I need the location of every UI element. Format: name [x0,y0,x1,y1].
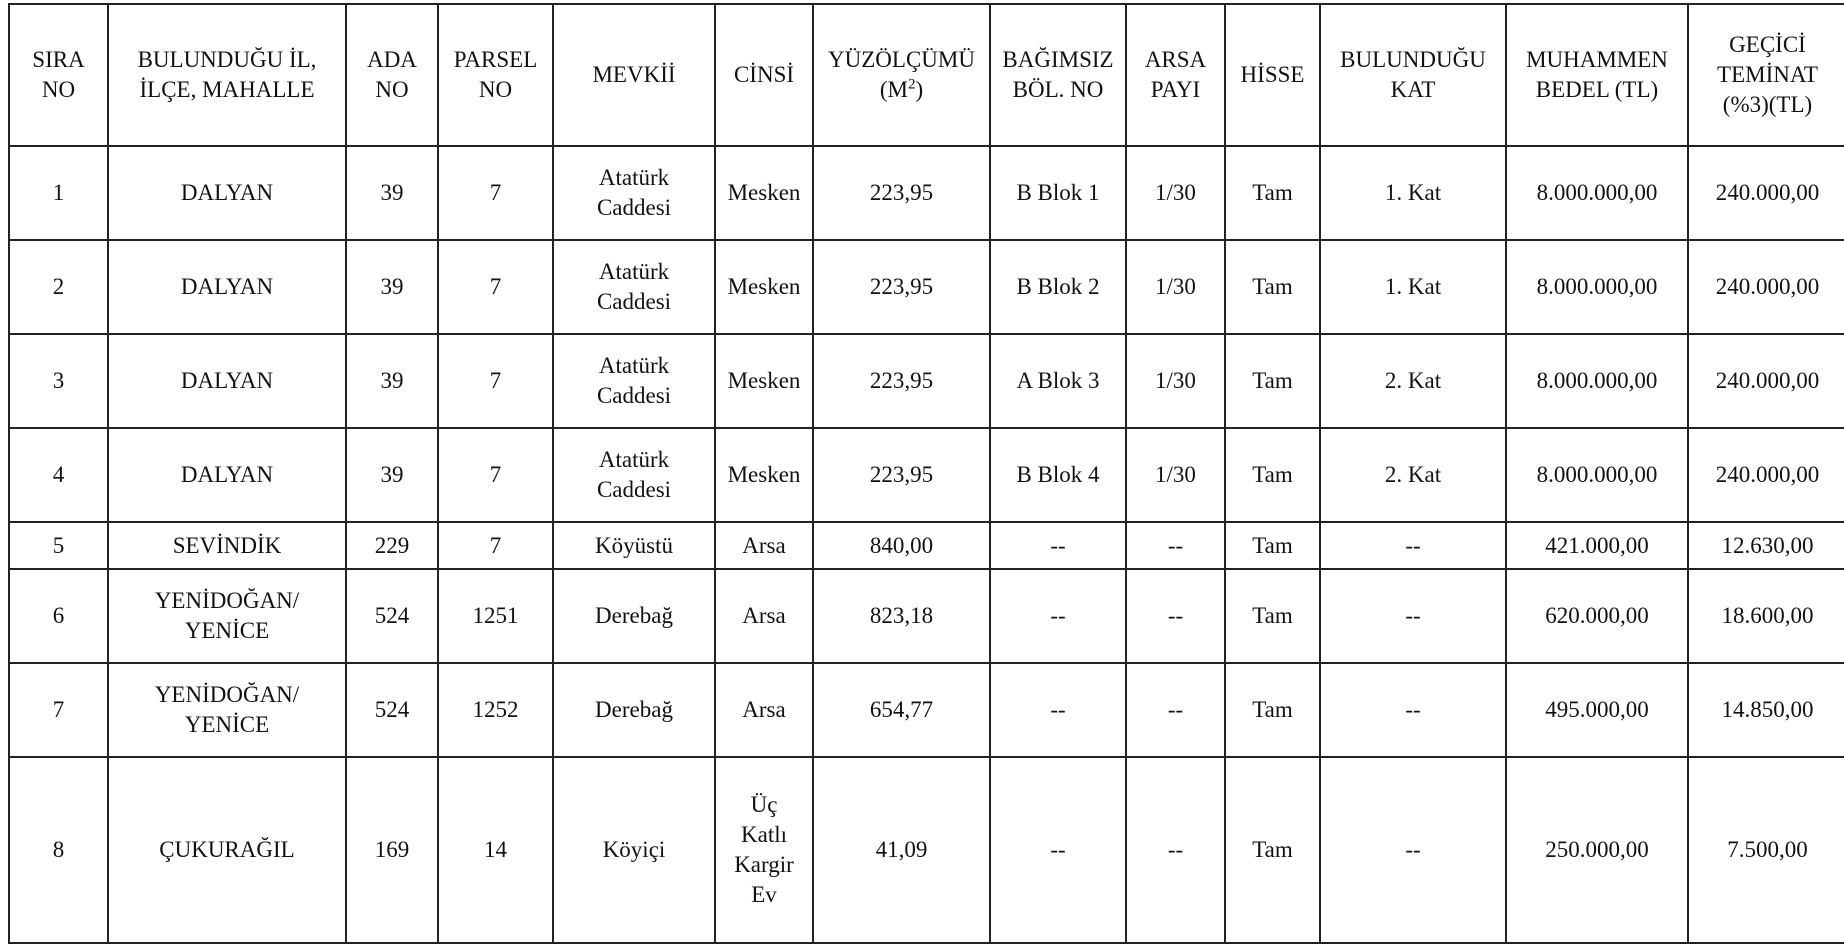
cell-mevkii: Atatürk Caddesi [553,146,715,240]
cell-hisse: Tam [1225,146,1320,240]
cell-mevkii: Derebağ [553,663,715,757]
cell-ada-no: 39 [346,240,438,334]
cell-yuzolcumu: 223,95 [813,240,990,334]
cell-arsa-payi: -- [1126,757,1225,943]
cell-ada-no: 169 [346,757,438,943]
header-bagimsiz-bol-no: BAĞIMSIZ BÖL. NO [990,4,1126,146]
cell-sira-no: 6 [9,569,108,663]
cell-hisse: Tam [1225,569,1320,663]
cell-bulundugu-kat: 1. Kat [1320,240,1506,334]
header-muhammen-bedel: MUHAMMEN BEDEL (TL) [1506,4,1688,146]
cell-arsa-payi: 1/30 [1126,334,1225,428]
property-auction-table [8,3,1844,944]
cell-yuzolcumu: 823,18 [813,569,990,663]
cell-bulundugu-kat: 1. Kat [1320,146,1506,240]
cell-ada-no: 39 [346,428,438,522]
header-ada-no: ADA NO [346,4,438,146]
cell-bagimsiz-bolum: -- [990,522,1126,569]
cell-ada-no: 229 [346,522,438,569]
header-bulundugu-kat: BULUNDUĞU KAT [1320,4,1506,146]
cell-bulundugu-kat: -- [1320,522,1506,569]
header-yuzolcumu-close: ) [915,77,924,102]
cell-gecici-teminat: 18.600,00 [1688,569,1844,663]
header-arsa-payi: ARSA PAYI [1126,4,1225,146]
cell-parsel-no: 7 [438,522,553,569]
cell-muhammen-bedel: 8.000.000,00 [1506,240,1688,334]
cell-cinsi: Arsa [715,569,813,663]
cell-location: SEVİNDİK [108,522,346,569]
cell-sira-no: 3 [9,334,108,428]
cell-location: DALYAN [108,428,346,522]
table-row [9,334,1844,428]
cell-yuzolcumu: 223,95 [813,428,990,522]
cell-location: DALYAN [108,334,346,428]
cell-bagimsiz-bolum: B Blok 2 [990,240,1126,334]
cell-sira-no: 4 [9,428,108,522]
cell-yuzolcumu: 840,00 [813,522,990,569]
cell-arsa-payi: -- [1126,663,1225,757]
cell-location: YENİDOĞAN/ YENİCE [108,663,346,757]
cell-hisse: Tam [1225,757,1320,943]
cell-parsel-no: 7 [438,334,553,428]
cell-ada-no: 39 [346,146,438,240]
cell-hisse: Tam [1225,522,1320,569]
cell-arsa-payi: -- [1126,569,1225,663]
cell-arsa-payi: 1/30 [1126,240,1225,334]
cell-yuzolcumu: 223,95 [813,334,990,428]
cell-parsel-no: 7 [438,428,553,522]
cell-yuzolcumu: 654,77 [813,663,990,757]
cell-parsel-no: 7 [438,146,553,240]
cell-ada-no: 524 [346,663,438,757]
cell-muhammen-bedel: 8.000.000,00 [1506,334,1688,428]
cell-bulundugu-kat: -- [1320,569,1506,663]
cell-parsel-no: 1252 [438,663,553,757]
cell-mevkii: Atatürk Caddesi [553,334,715,428]
cell-hisse: Tam [1225,240,1320,334]
cell-ada-no: 39 [346,334,438,428]
cell-muhammen-bedel: 495.000,00 [1506,663,1688,757]
cell-gecici-teminat: 14.850,00 [1688,663,1844,757]
header-gecici-teminat: GEÇİCİ TEMİNAT (%3)(TL) [1688,4,1844,146]
cell-sira-no: 2 [9,240,108,334]
cell-muhammen-bedel: 250.000,00 [1506,757,1688,943]
cell-muhammen-bedel: 8.000.000,00 [1506,428,1688,522]
cell-arsa-payi: 1/30 [1126,428,1225,522]
header-row [9,4,1844,146]
cell-sira-no: 7 [9,663,108,757]
cell-muhammen-bedel: 421.000,00 [1506,522,1688,569]
cell-bulundugu-kat: -- [1320,757,1506,943]
cell-parsel-no: 14 [438,757,553,943]
table-row [9,428,1844,522]
cell-bagimsiz-bolum: B Blok 1 [990,146,1126,240]
cell-mevkii: Atatürk Caddesi [553,428,715,522]
cell-hisse: Tam [1225,663,1320,757]
header-cinsi: CİNSİ [715,4,813,146]
cell-sira-no: 8 [9,757,108,943]
cell-sira-no: 5 [9,522,108,569]
cell-yuzolcumu: 223,95 [813,146,990,240]
cell-bulundugu-kat: 2. Kat [1320,334,1506,428]
cell-bagimsiz-bolum: -- [990,663,1126,757]
cell-mevkii: Derebağ [553,569,715,663]
table-row [9,663,1844,757]
cell-cinsi: Mesken [715,146,813,240]
cell-hisse: Tam [1225,334,1320,428]
cell-location: DALYAN [108,240,346,334]
header-parsel-no: PARSEL NO [438,4,553,146]
header-mevkii: MEVKİİ [553,4,715,146]
header-yuzolcumu [813,4,990,146]
cell-cinsi: Üç Katlı Kargir Ev [715,757,813,943]
cell-bagimsiz-bolum: -- [990,757,1126,943]
cell-sira-no: 1 [9,146,108,240]
cell-gecici-teminat: 240.000,00 [1688,146,1844,240]
cell-muhammen-bedel: 8.000.000,00 [1506,146,1688,240]
cell-bulundugu-kat: -- [1320,663,1506,757]
table-row [9,757,1844,943]
cell-mevkii: Köyiçi [553,757,715,943]
cell-arsa-payi: -- [1126,522,1225,569]
cell-bagimsiz-bolum: A Blok 3 [990,334,1126,428]
cell-hisse: Tam [1225,428,1320,522]
cell-location: ÇUKURAĞIL [108,757,346,943]
cell-yuzolcumu: 41,09 [813,757,990,943]
header-yuzolcumu-text: YÜZÖLÇÜMÜ (M [828,47,975,102]
cell-bulundugu-kat: 2. Kat [1320,428,1506,522]
table-row [9,240,1844,334]
cell-cinsi: Arsa [715,522,813,569]
cell-gecici-teminat: 240.000,00 [1688,240,1844,334]
cell-muhammen-bedel: 620.000,00 [1506,569,1688,663]
cell-ada-no: 524 [346,569,438,663]
cell-bagimsiz-bolum: -- [990,569,1126,663]
header-il-ilce-mahalle: BULUNDUĞU İL, İLÇE, MAHALLE [108,4,346,146]
cell-gecici-teminat: 7.500,00 [1688,757,1844,943]
cell-cinsi: Arsa [715,663,813,757]
cell-location: DALYAN [108,146,346,240]
cell-parsel-no: 7 [438,240,553,334]
table-row [9,146,1844,240]
header-sira-no: SIRA NO [9,4,108,146]
cell-mevkii: Köyüstü [553,522,715,569]
header-hisse: HİSSE [1225,4,1320,146]
table-row [9,522,1844,569]
cell-mevkii: Atatürk Caddesi [553,240,715,334]
header-yuzolcumu-superscript: 2 [907,76,916,93]
cell-gecici-teminat: 12.630,00 [1688,522,1844,569]
cell-location: YENİDOĞAN/ YENİCE [108,569,346,663]
cell-cinsi: Mesken [715,428,813,522]
cell-cinsi: Mesken [715,334,813,428]
cell-bagimsiz-bolum: B Blok 4 [990,428,1126,522]
cell-gecici-teminat: 240.000,00 [1688,428,1844,522]
table-row [9,569,1844,663]
cell-cinsi: Mesken [715,240,813,334]
cell-parsel-no: 1251 [438,569,553,663]
cell-arsa-payi: 1/30 [1126,146,1225,240]
cell-gecici-teminat: 240.000,00 [1688,334,1844,428]
